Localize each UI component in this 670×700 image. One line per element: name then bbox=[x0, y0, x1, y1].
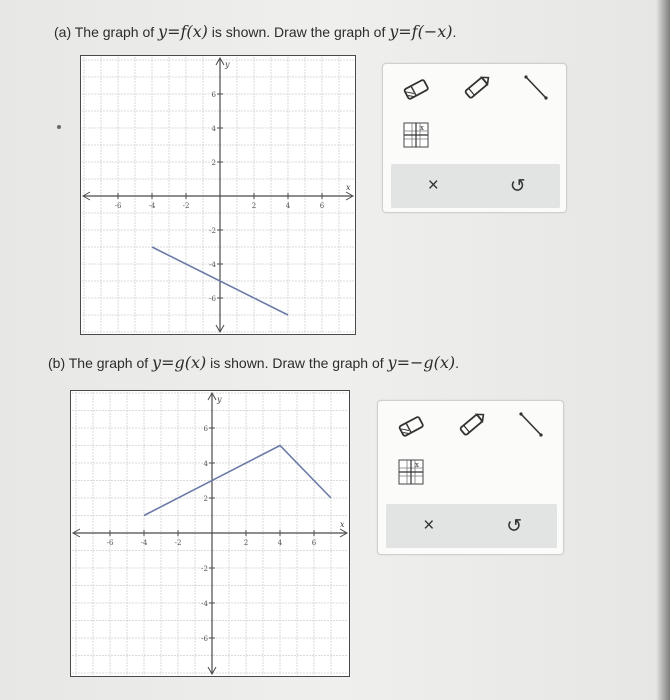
pencil-icon bbox=[458, 410, 488, 438]
undo-icon: ↺ bbox=[506, 515, 523, 537]
prompt-a-function: y=f(x) bbox=[158, 22, 208, 41]
grid-icon bbox=[397, 458, 425, 486]
y-tick-label: -6 bbox=[209, 295, 216, 303]
y-tick-label: -6 bbox=[201, 635, 208, 643]
clear-icon: × bbox=[423, 515, 435, 536]
x-tick-label: -2 bbox=[182, 202, 190, 210]
y-axis-label: y bbox=[225, 60, 230, 69]
x-tick-label: -6 bbox=[106, 539, 114, 547]
y-tick-label: -4 bbox=[201, 600, 208, 608]
y-tick-label: -2 bbox=[209, 227, 216, 235]
clear-button[interactable] bbox=[386, 504, 472, 548]
prompt-b-period: . bbox=[455, 355, 460, 371]
prompt-b-function: y=g(x) bbox=[152, 353, 207, 372]
x-tick-label: 6 bbox=[319, 202, 325, 210]
x-tick-label: -4 bbox=[148, 202, 156, 210]
prompt-b bbox=[48, 353, 459, 372]
pencil-tool-button[interactable] bbox=[461, 72, 495, 102]
prompt-b-label: (b) The graph of bbox=[48, 355, 149, 371]
prompt-a-label: (a) The graph of bbox=[54, 24, 155, 40]
x-axis-label: x bbox=[340, 520, 345, 529]
graph-b-svg[interactable] bbox=[70, 390, 350, 677]
graph-a-canvas[interactable] bbox=[80, 55, 356, 335]
y-tick-label: 4 bbox=[211, 125, 216, 133]
undo-button[interactable] bbox=[476, 164, 561, 208]
clear-icon: × bbox=[427, 175, 439, 196]
x-tick-label: -2 bbox=[174, 539, 182, 547]
toolbox-a bbox=[382, 63, 567, 213]
graph-b-canvas[interactable] bbox=[70, 390, 350, 677]
prompt-a-target: y=f(−x) bbox=[389, 22, 453, 41]
pencil-icon bbox=[463, 73, 493, 101]
y-tick-label: -2 bbox=[201, 565, 208, 573]
x-tick-label: 4 bbox=[277, 539, 283, 547]
eraser-tool-button[interactable] bbox=[399, 74, 433, 104]
eraser-tool-button[interactable] bbox=[394, 411, 428, 441]
line-tool-icon bbox=[521, 72, 551, 102]
x-axis-label: x bbox=[346, 183, 351, 192]
y-tick-label: 2 bbox=[203, 495, 208, 503]
y-tick-label: 2 bbox=[211, 159, 216, 167]
x-tick-label: 2 bbox=[243, 539, 249, 547]
x-tick-label: -6 bbox=[114, 202, 122, 210]
clear-button[interactable] bbox=[391, 164, 476, 208]
undo-button[interactable] bbox=[472, 504, 558, 548]
prompt-b-target: y=−g(x) bbox=[387, 353, 456, 372]
y-tick-label: 4 bbox=[203, 460, 208, 468]
undo-icon: ↺ bbox=[509, 175, 526, 197]
line-tool-button[interactable] bbox=[519, 72, 553, 102]
x-tick-label: -4 bbox=[140, 539, 148, 547]
y-tick-label: 6 bbox=[211, 91, 216, 99]
pencil-tool-button[interactable] bbox=[456, 409, 490, 439]
toolbox-b bbox=[377, 400, 564, 555]
graph-a-svg[interactable] bbox=[80, 55, 356, 335]
action-bar-a bbox=[391, 164, 560, 208]
x-tick-label: 6 bbox=[311, 539, 317, 547]
prompt-a bbox=[54, 22, 456, 41]
stray-dot bbox=[57, 125, 61, 129]
y-tick-label: -4 bbox=[209, 261, 216, 269]
svg-text:x: x bbox=[420, 124, 424, 132]
eraser-icon bbox=[397, 415, 425, 437]
grid-icon bbox=[402, 121, 430, 149]
prompt-a-middle: is shown. Draw the graph of bbox=[211, 24, 386, 40]
line-tool-button[interactable] bbox=[514, 409, 548, 439]
x-tick-label: 2 bbox=[251, 202, 257, 210]
line-tool-icon bbox=[516, 409, 546, 439]
svg-text:x: x bbox=[415, 461, 419, 469]
eraser-icon bbox=[402, 78, 430, 100]
prompt-b-middle: is shown. Draw the graph of bbox=[210, 355, 384, 371]
screen-edge-shadow bbox=[656, 0, 670, 700]
y-tick-label: 6 bbox=[203, 425, 208, 433]
x-tick-label: 4 bbox=[285, 202, 291, 210]
action-bar-b bbox=[386, 504, 557, 548]
prompt-a-period: . bbox=[452, 24, 457, 40]
grid-tool-button[interactable] bbox=[399, 120, 433, 150]
y-axis-label: y bbox=[217, 395, 222, 404]
grid-tool-button[interactable] bbox=[394, 457, 428, 487]
